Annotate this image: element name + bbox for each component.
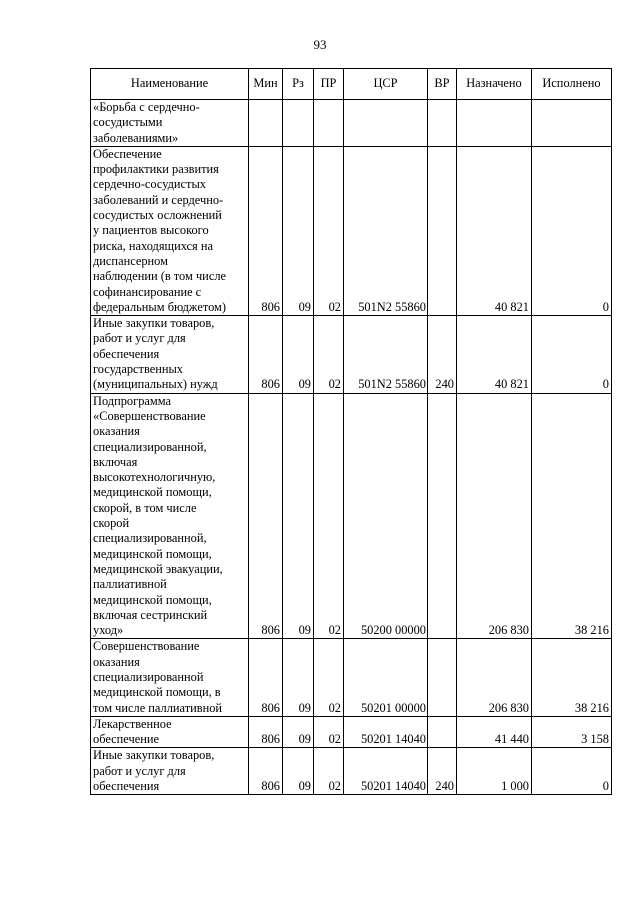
- cell-name-line: медицинской эвакуации,: [93, 561, 223, 576]
- cell-name-line: заболеваниями»: [93, 130, 179, 145]
- cell-name-line: медицинской помощи,: [93, 485, 212, 500]
- cell-name-line: государственных: [93, 362, 184, 377]
- cell-vr: 240: [428, 748, 457, 795]
- column-header-min: Мин: [249, 69, 283, 100]
- cell-pr: 02: [314, 316, 344, 393]
- cell-vr: [428, 146, 457, 315]
- table-row: [91, 393, 612, 639]
- table-row: [91, 100, 612, 147]
- cell-executed: [532, 100, 612, 147]
- column-header-csr: ЦСР: [344, 69, 428, 100]
- cell-min: 806: [249, 316, 283, 393]
- cell-rz: [283, 100, 314, 147]
- cell-vr: [428, 393, 457, 639]
- cell-executed: 38 216: [532, 393, 612, 639]
- cell-name-line: оказания: [93, 424, 140, 439]
- cell-name-line: Иные закупки товаров,: [93, 748, 215, 763]
- cell-name-line: скорой: [93, 516, 130, 531]
- cell-name-line: медицинской помощи,: [93, 592, 212, 607]
- cell-assigned: 41 440: [457, 716, 532, 748]
- cell-name-line: работ и услуг для: [93, 763, 186, 778]
- cell-pr: 02: [314, 716, 344, 748]
- cell-min: 806: [249, 748, 283, 795]
- cell-name-line: софинансирование с: [93, 284, 202, 299]
- cell-rz: 09: [283, 716, 314, 748]
- cell-name-line: специализированной: [93, 669, 204, 684]
- cell-name-line: уход»: [93, 623, 124, 638]
- cell-name: [91, 639, 249, 716]
- table-body: [91, 100, 612, 795]
- cell-name-line: сосудистых осложнений: [93, 208, 222, 223]
- cell-name-line: паллиативной: [93, 577, 167, 592]
- cell-min: 806: [249, 393, 283, 639]
- cell-pr: 02: [314, 393, 344, 639]
- cell-name: [91, 316, 249, 393]
- column-header-pr: ПР: [314, 69, 344, 100]
- cell-min: 806: [249, 146, 283, 315]
- cell-name-line: Совершенствование: [93, 639, 200, 654]
- cell-executed: 38 216: [532, 639, 612, 716]
- cell-name-line: медицинской помощи, в: [93, 685, 221, 700]
- budget-table: [90, 68, 612, 795]
- cell-rz: 09: [283, 316, 314, 393]
- cell-pr: 02: [314, 639, 344, 716]
- cell-name: [91, 748, 249, 795]
- table-row: [91, 748, 612, 795]
- table-header-row: [91, 69, 612, 100]
- cell-name-line: федеральным бюджетом): [93, 299, 227, 314]
- cell-name: [91, 393, 249, 639]
- cell-csr: 501N2 55860: [344, 316, 428, 393]
- table-row: [91, 639, 612, 716]
- cell-csr: 50201 14040: [344, 716, 428, 748]
- cell-assigned: 1 000: [457, 748, 532, 795]
- cell-assigned: 206 830: [457, 639, 532, 716]
- table-row: [91, 146, 612, 315]
- cell-min: 806: [249, 716, 283, 748]
- cell-rz: 09: [283, 748, 314, 795]
- cell-name-line: «Борьба с сердечно-: [93, 100, 200, 114]
- cell-min: 806: [249, 639, 283, 716]
- cell-executed: 0: [532, 146, 612, 315]
- cell-vr: 240: [428, 316, 457, 393]
- cell-name-line: Подпрограмма: [93, 393, 171, 408]
- cell-name-line: оказания: [93, 654, 140, 669]
- cell-rz: 09: [283, 393, 314, 639]
- cell-name-line: «Совершенствование: [93, 408, 206, 423]
- cell-name-line: риска, находящихся на: [93, 238, 213, 253]
- column-header-name: Наименование: [91, 69, 249, 100]
- cell-min: [249, 100, 283, 147]
- cell-name-line: профилактики развития: [93, 162, 219, 177]
- page-number: 93: [313, 37, 327, 52]
- cell-csr: 50201 14040: [344, 748, 428, 795]
- cell-vr: [428, 716, 457, 748]
- cell-name-line: работ и услуг для: [93, 331, 186, 346]
- cell-name-line: у пациентов высокого: [93, 223, 209, 238]
- cell-pr: [314, 100, 344, 147]
- cell-name-line: диспансерном: [93, 253, 168, 268]
- cell-name-line: специализированной,: [93, 531, 207, 546]
- cell-name: [91, 100, 249, 147]
- cell-name: [91, 146, 249, 315]
- cell-name-line: (муниципальных) нужд: [93, 377, 218, 392]
- cell-name-line: включая сестринский: [93, 607, 208, 622]
- cell-name-line: высокотехнологичную,: [93, 470, 216, 485]
- cell-name: [91, 716, 249, 748]
- cell-assigned: 40 821: [457, 146, 532, 315]
- cell-name-line: том числе паллиативной: [93, 700, 223, 715]
- cell-name-line: обеспечения: [93, 779, 160, 794]
- cell-name-line: наблюдении (в том числе: [93, 269, 226, 284]
- table-row: [91, 716, 612, 748]
- cell-name-line: обеспечения: [93, 346, 160, 361]
- column-header-executed: Исполнено: [532, 69, 612, 100]
- column-header-vr: ВР: [428, 69, 457, 100]
- cell-name-line: Лекарственное: [93, 716, 172, 731]
- cell-executed: 0: [532, 748, 612, 795]
- cell-name-line: сердечно-сосудистых: [93, 177, 206, 192]
- cell-name-line: Обеспечение: [93, 146, 162, 161]
- cell-name-line: сосудистыми: [93, 115, 163, 130]
- column-header-rz: Рз: [283, 69, 314, 100]
- cell-csr: 50201 00000: [344, 639, 428, 716]
- cell-name-line: скорой, в том числе: [93, 500, 197, 515]
- cell-name-line: заболеваний и сердечно-: [93, 192, 224, 207]
- cell-name-line: специализированной,: [93, 439, 207, 454]
- cell-csr: [344, 100, 428, 147]
- cell-executed: 0: [532, 316, 612, 393]
- cell-executed: 3 158: [532, 716, 612, 748]
- cell-vr: [428, 639, 457, 716]
- cell-pr: 02: [314, 748, 344, 795]
- cell-pr: 02: [314, 146, 344, 315]
- cell-rz: 09: [283, 639, 314, 716]
- cell-name-line: включая: [93, 454, 138, 469]
- column-header-assigned: Назначено: [457, 69, 532, 100]
- cell-csr: 50200 00000: [344, 393, 428, 639]
- cell-assigned: [457, 100, 532, 147]
- cell-name-line: обеспечение: [93, 732, 159, 747]
- cell-name-line: медицинской помощи,: [93, 546, 212, 561]
- cell-name-line: Иные закупки товаров,: [93, 316, 215, 331]
- cell-csr: 501N2 55860: [344, 146, 428, 315]
- cell-rz: 09: [283, 146, 314, 315]
- cell-assigned: 40 821: [457, 316, 532, 393]
- cell-vr: [428, 100, 457, 147]
- cell-assigned: 206 830: [457, 393, 532, 639]
- table-row: [91, 316, 612, 393]
